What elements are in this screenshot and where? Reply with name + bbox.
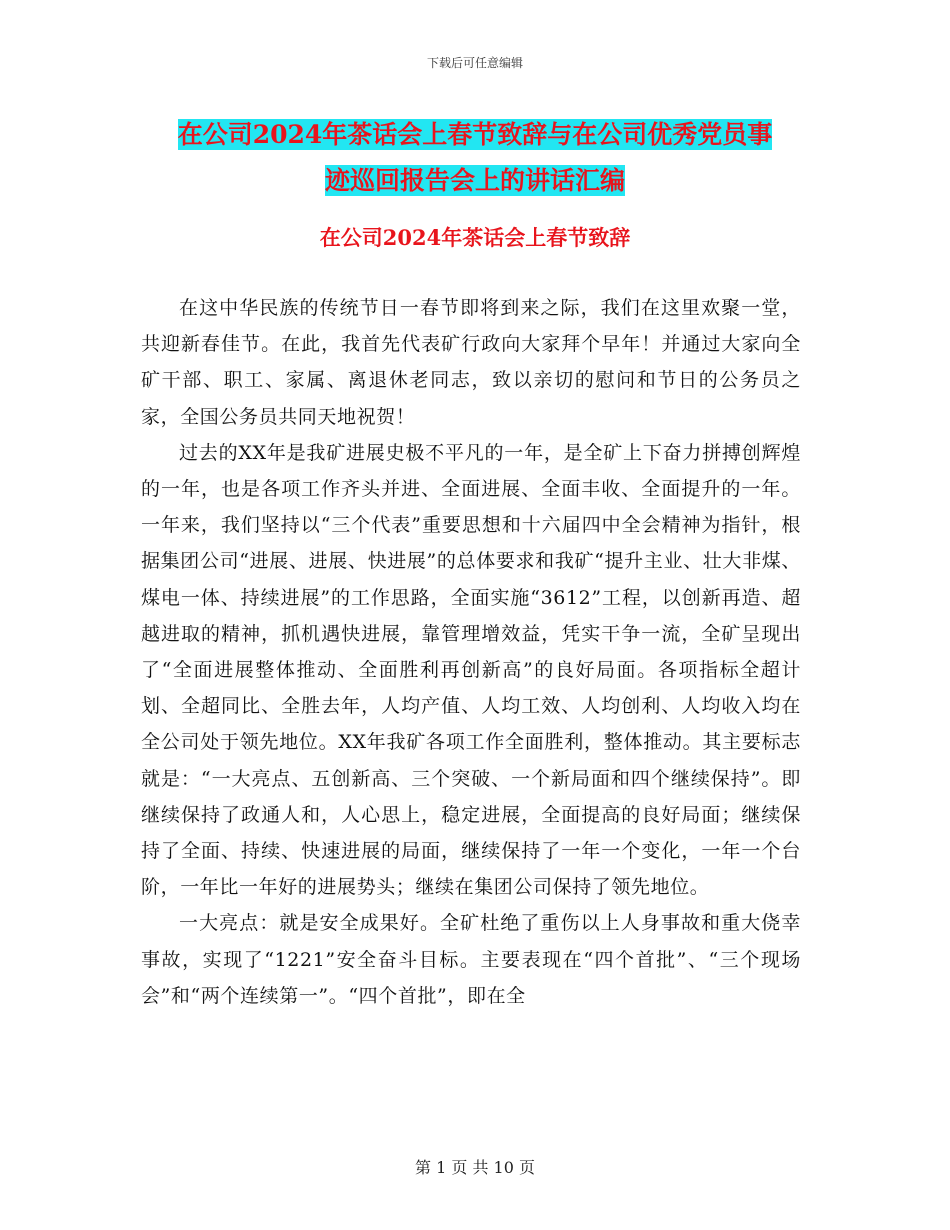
paragraph: 一大亮点：就是安全成果好。全矿杜绝了重伤以上人身事故和重大侥幸事故，实现了“1221”安全奋斗目标。主要表现在“四个首批”、“三个现场会”和“两个连续第一”。“四个首批”，即在全	[141, 912, 801, 1007]
document-body	[141, 290, 801, 1014]
page-header-note: 下载后可任意编辑	[426, 56, 523, 70]
document-title	[130, 112, 820, 204]
paragraph: 过去的XX年是我矿进展史极不平凡的一年，是全矿上下奋力拼搏创辉煌的一年，也是各项工作齐头并进、全面进展、全面丰收、全面提升的一年。一年来，我们坚持以“三个代表”重要思想和十六届四中全会精神为指针，根据集团公司“进展、进展、快进展”的总体要求和我矿“提升主业、壮大非煤、煤电一体、持续进展”的工作思路，全面实施“3612”工程，以创新再造、超越进取的精神，抓机遇快进展，靠管理增效益，凭实干争一流，全矿呈现出了“全面进展整体推动、全面胜利再创新高”的良好局面。各项指标全超计划、全超同比、全胜去年，人均产值、人均工效、人均创利、人均收入均在全公司处于领先地位。XX年我矿各项工作全面胜利，整体推动。其主要标志就是：“一大亮点、五创新高、三个突破、一个新局面和四个继续保持”。即继续保持了政通人和，人心思上，稳定进展，全面提高的良好局面；继续保持了全面、持续、快速进展的局面，继续保持了一年一个变化，一年一个台阶，一年比一年好的进展势头；继续在集团公司保持了领先地位。	[141, 441, 801, 899]
document-title-line-1: 在公司2024年茶话会上春节致辞与在公司优秀党员事	[177, 120, 773, 149]
document-title-line-2: 迹巡回报告会上的讲话汇编	[324, 166, 625, 195]
page-number-footer: 第 1 页 共 10 页	[415, 1158, 535, 1177]
section-title: 在公司2024年茶话会上春节致辞	[319, 225, 631, 250]
paragraph: 在这中华民族的传统节日一春节即将到来之际，我们在这里欢聚一堂，共迎新春佳节。在此，我首先代表矿行政向大家拜个早年！并通过大家向全矿干部、职工、家属、离退休老同志，致以亲切的慰问和节日的公务员之家，全国公务员共同天地祝贺！	[141, 297, 801, 428]
